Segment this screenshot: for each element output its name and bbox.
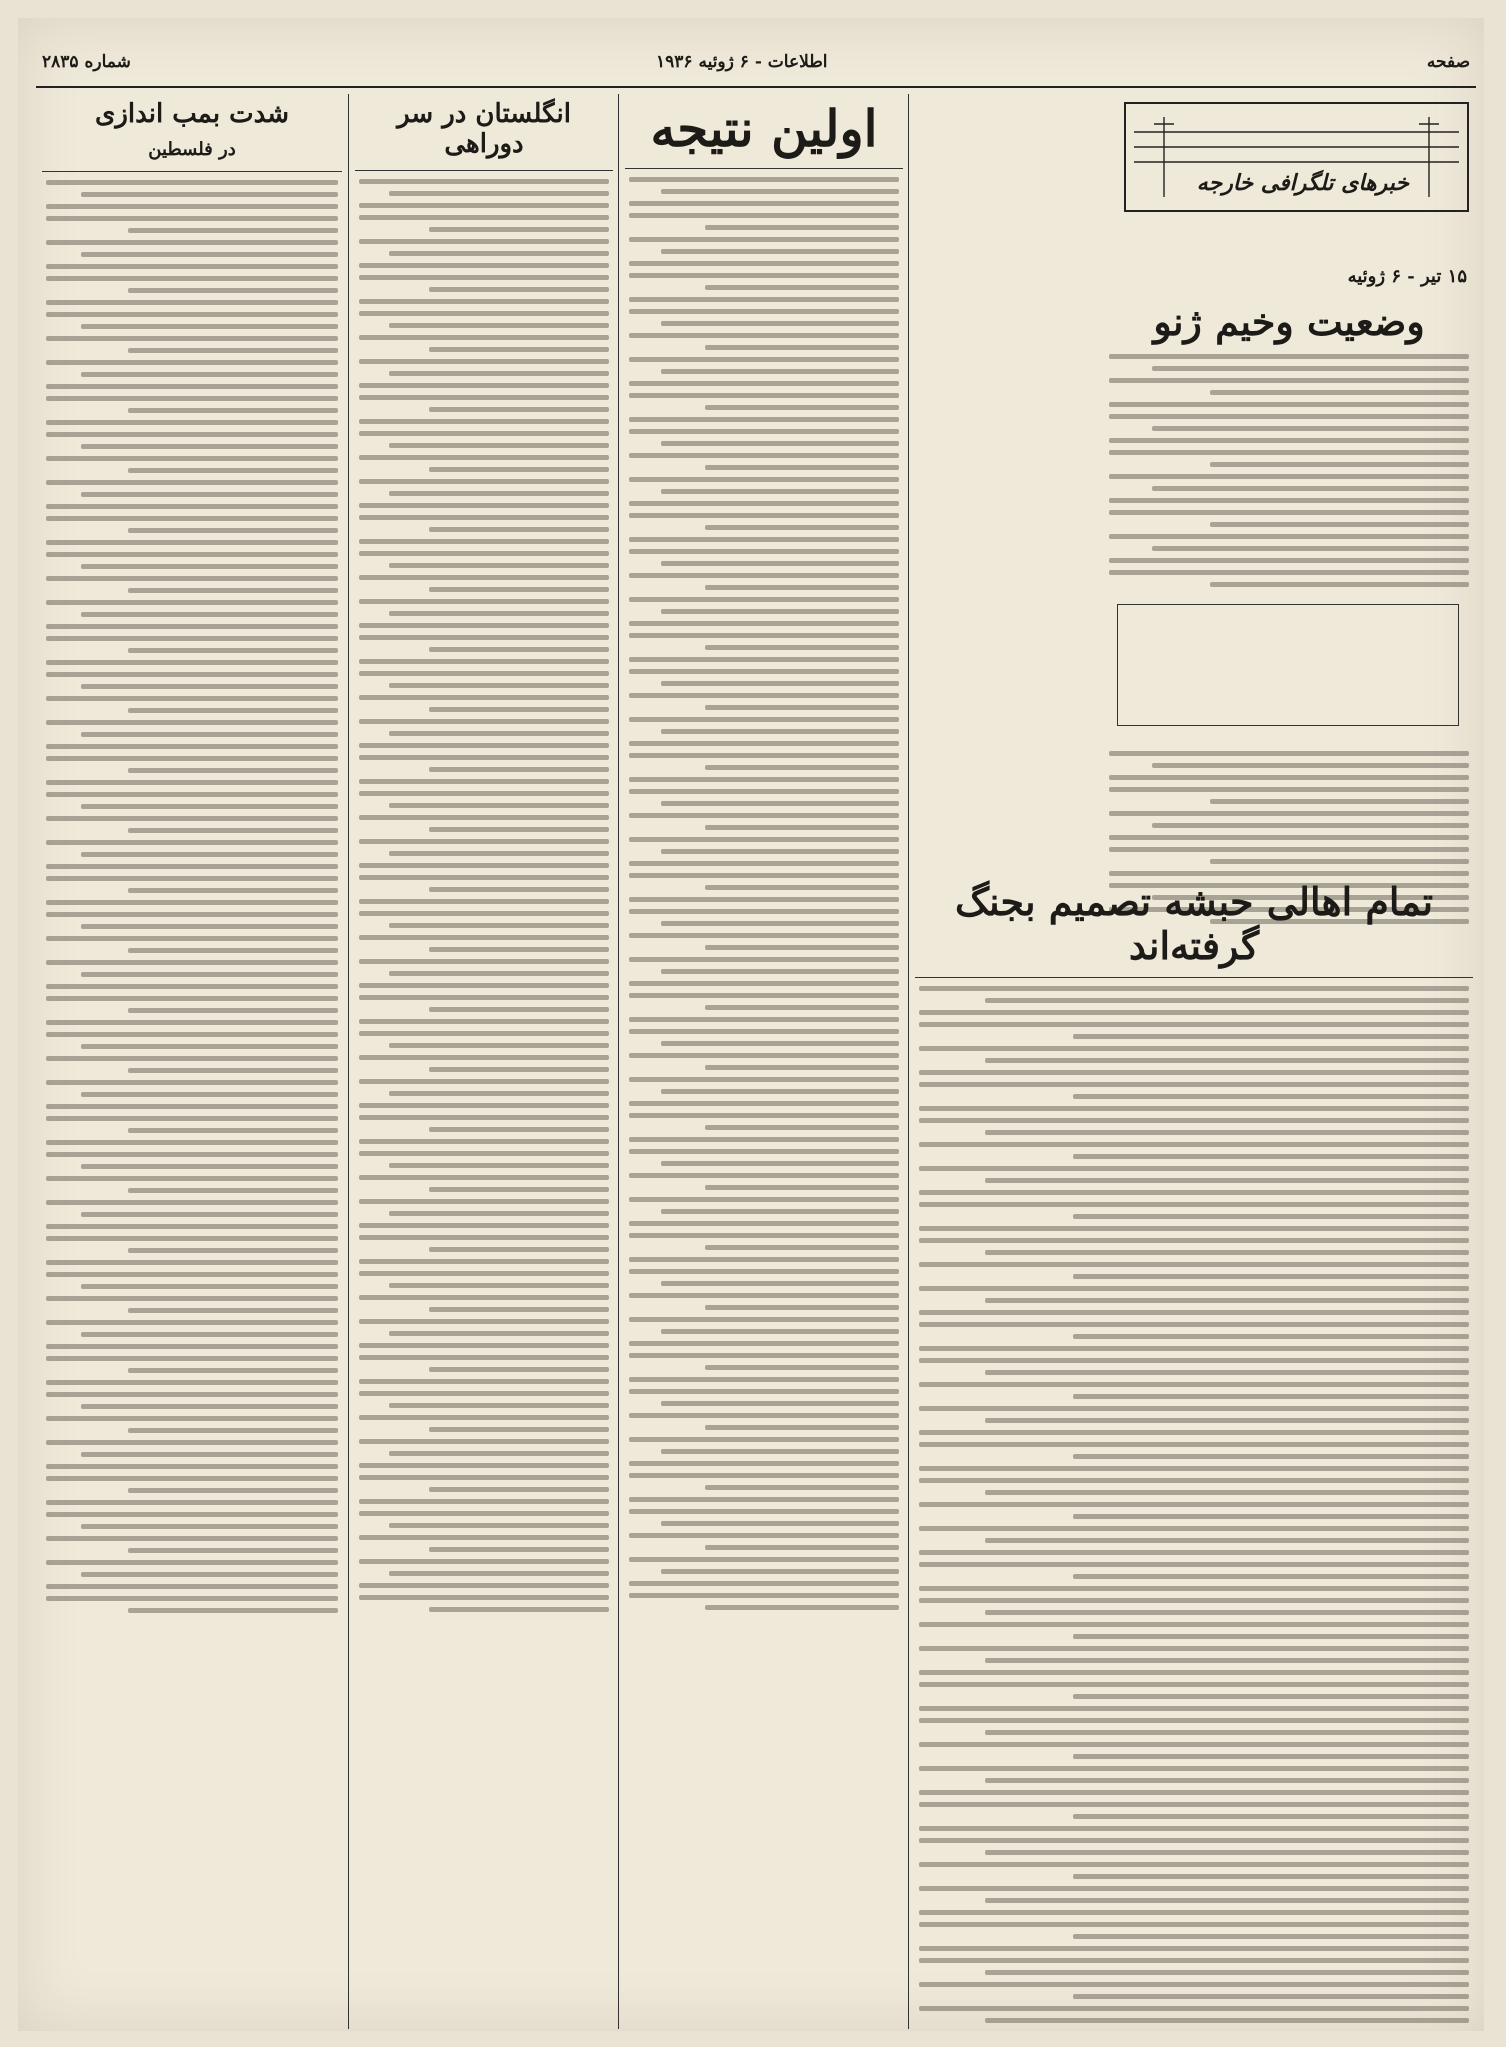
headline-first-result: اولین نتیجه [650, 99, 878, 158]
newspaper-page [18, 18, 1484, 2031]
ethiopia-map-box [1117, 604, 1459, 726]
headline-all-ethiopians: تمام اهالی حبشه تصمیم بجنگ گرفته‌اند [954, 879, 1434, 968]
issue-number: شماره ۲۸۳۵ [42, 52, 131, 72]
headline-geneva: وضعیت وخیم ژنو [1153, 299, 1425, 344]
column-england [348, 94, 619, 2029]
column-palestine [36, 94, 348, 2029]
story-all-ethiopians [909, 874, 1479, 2029]
foreign-telegraph-logo [1124, 102, 1469, 212]
page-label: صفحه [1426, 52, 1470, 72]
subheadline-palestine: در فلسطین [148, 138, 236, 160]
story-geneva [1099, 294, 1479, 594]
column-foreign-news [908, 94, 1479, 2029]
dateline: ۱۵ تیر - ۶ ژوئیه [1347, 266, 1467, 287]
headline-bombing: شدت بمب اندازی [94, 99, 290, 129]
story-geneva-body [1109, 354, 1469, 587]
headline-england: انگلستان در سر دوراهی [397, 99, 571, 159]
date-line: اطلاعات - ۶ ژوئیه ۱۹۳۶ [656, 52, 828, 72]
masthead [36, 48, 1476, 88]
logo-title: خبرهای تلگرافی خارجه [1196, 170, 1409, 196]
column-first-result [618, 94, 909, 2029]
